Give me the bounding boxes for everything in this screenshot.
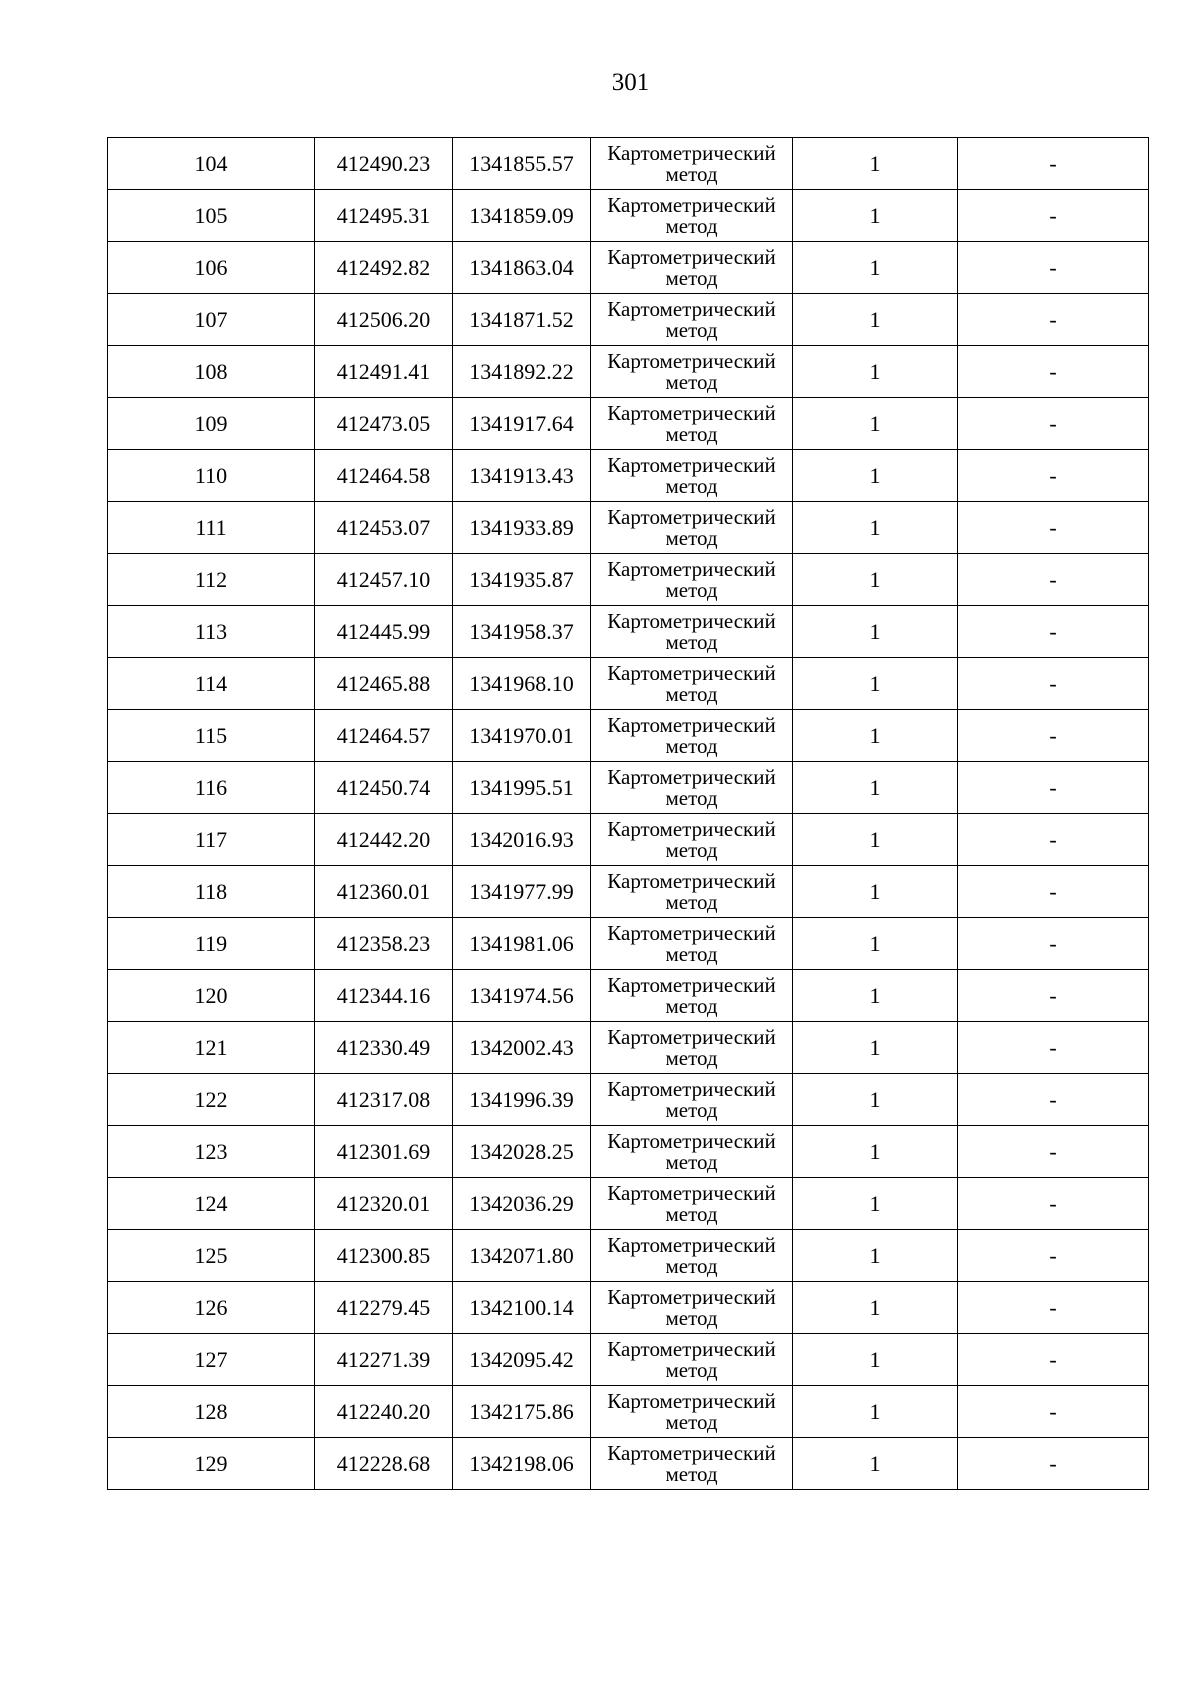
accuracy-cell: 1 — [793, 398, 958, 450]
accuracy-cell: 1 — [793, 1438, 958, 1490]
x-coordinate-cell: 412344.16 — [315, 970, 453, 1022]
method-text-line1: Картометрический — [607, 192, 776, 217]
note-cell: - — [958, 1386, 1149, 1438]
y-coordinate-cell: 1341977.99 — [453, 866, 591, 918]
accuracy-cell: 1 — [793, 1386, 958, 1438]
method-text-line2: метод — [665, 1461, 718, 1486]
x-coordinate-cell: 412320.01 — [315, 1178, 453, 1230]
point-number-cell: 121 — [108, 1022, 315, 1074]
method-cell — [591, 398, 793, 450]
x-coordinate-cell: 412317.08 — [315, 1074, 453, 1126]
method-text-line2: метод — [665, 785, 718, 810]
method-cell — [591, 138, 793, 190]
x-coordinate-cell: 412495.31 — [315, 190, 453, 242]
method-text-line1: Картометрический — [607, 1128, 776, 1153]
note-cell: - — [958, 242, 1149, 294]
y-coordinate-cell: 1341970.01 — [453, 710, 591, 762]
table-row — [108, 1074, 1149, 1126]
table-row — [108, 502, 1149, 554]
y-coordinate-cell: 1341913.43 — [453, 450, 591, 502]
x-coordinate-cell: 412442.20 — [315, 814, 453, 866]
table-row — [108, 814, 1149, 866]
x-coordinate-cell: 412473.05 — [315, 398, 453, 450]
note-cell: - — [958, 970, 1149, 1022]
method-text-line2: метод — [665, 733, 718, 758]
method-text-line2: метод — [665, 317, 718, 342]
y-coordinate-cell: 1341968.10 — [453, 658, 591, 710]
method-cell — [591, 814, 793, 866]
note-cell: - — [958, 1178, 1149, 1230]
x-coordinate-cell: 412457.10 — [315, 554, 453, 606]
y-coordinate-cell: 1341871.52 — [453, 294, 591, 346]
method-text-line2: метод — [665, 369, 718, 394]
note-cell: - — [958, 294, 1149, 346]
method-text-line2: метод — [665, 577, 718, 602]
note-cell: - — [958, 814, 1149, 866]
point-number-cell: 119 — [108, 918, 315, 970]
accuracy-cell: 1 — [793, 1126, 958, 1178]
x-coordinate-cell: 412450.74 — [315, 762, 453, 814]
point-number-cell: 128 — [108, 1386, 315, 1438]
x-coordinate-cell: 412492.82 — [315, 242, 453, 294]
table-row — [108, 138, 1149, 190]
note-cell: - — [958, 502, 1149, 554]
y-coordinate-cell: 1341855.57 — [453, 138, 591, 190]
y-coordinate-cell: 1341933.89 — [453, 502, 591, 554]
accuracy-cell: 1 — [793, 762, 958, 814]
method-cell — [591, 1126, 793, 1178]
method-text-line1: Картометрический — [607, 140, 776, 165]
method-cell — [591, 1438, 793, 1490]
accuracy-cell: 1 — [793, 1230, 958, 1282]
y-coordinate-cell: 1341974.56 — [453, 970, 591, 1022]
method-text-line2: метод — [665, 525, 718, 550]
x-coordinate-cell: 412300.85 — [315, 1230, 453, 1282]
note-cell: - — [958, 762, 1149, 814]
table-body — [108, 138, 1149, 1490]
table-row — [108, 1022, 1149, 1074]
y-coordinate-cell: 1341996.39 — [453, 1074, 591, 1126]
point-number-cell: 124 — [108, 1178, 315, 1230]
method-text-line1: Картометрический — [607, 868, 776, 893]
method-cell — [591, 1022, 793, 1074]
table-row — [108, 190, 1149, 242]
table-row — [108, 866, 1149, 918]
point-number-cell: 116 — [108, 762, 315, 814]
accuracy-cell: 1 — [793, 554, 958, 606]
method-cell — [591, 502, 793, 554]
method-text-line1: Картометрический — [607, 556, 776, 581]
accuracy-cell: 1 — [793, 294, 958, 346]
method-text-line2: метод — [665, 889, 718, 914]
method-text-line2: метод — [665, 1149, 718, 1174]
method-cell — [591, 1334, 793, 1386]
method-text-line2: метод — [665, 473, 718, 498]
table-row — [108, 294, 1149, 346]
method-text-line1: Картометрический — [607, 1024, 776, 1049]
y-coordinate-cell: 1342002.43 — [453, 1022, 591, 1074]
x-coordinate-cell: 412464.58 — [315, 450, 453, 502]
accuracy-cell: 1 — [793, 242, 958, 294]
method-text-line2: метод — [665, 1097, 718, 1122]
page-number: 301 — [611, 69, 650, 96]
x-coordinate-cell: 412279.45 — [315, 1282, 453, 1334]
point-number-cell: 110 — [108, 450, 315, 502]
method-text-line2: метод — [665, 681, 718, 706]
table-row — [108, 242, 1149, 294]
table-row — [108, 1386, 1149, 1438]
table-row — [108, 1230, 1149, 1282]
y-coordinate-cell: 1342071.80 — [453, 1230, 591, 1282]
accuracy-cell: 1 — [793, 346, 958, 398]
y-coordinate-cell: 1341981.06 — [453, 918, 591, 970]
method-text-line2: метод — [665, 1253, 718, 1278]
x-coordinate-cell: 412271.39 — [315, 1334, 453, 1386]
point-number-cell: 115 — [108, 710, 315, 762]
x-coordinate-cell: 412358.23 — [315, 918, 453, 970]
point-number-cell: 108 — [108, 346, 315, 398]
accuracy-cell: 1 — [793, 710, 958, 762]
method-cell — [591, 242, 793, 294]
method-text-line1: Картометрический — [607, 400, 776, 425]
method-text-line2: метод — [665, 1045, 718, 1070]
y-coordinate-cell: 1341995.51 — [453, 762, 591, 814]
table-row — [108, 398, 1149, 450]
accuracy-cell: 1 — [793, 1074, 958, 1126]
table-row — [108, 970, 1149, 1022]
accuracy-cell: 1 — [793, 450, 958, 502]
note-cell: - — [958, 710, 1149, 762]
point-number-cell: 113 — [108, 606, 315, 658]
point-number-cell: 129 — [108, 1438, 315, 1490]
method-text-line2: метод — [665, 1357, 718, 1382]
accuracy-cell: 1 — [793, 658, 958, 710]
coordinates-table — [107, 137, 1149, 1490]
method-text-line2: метод — [665, 265, 718, 290]
table-row — [108, 346, 1149, 398]
method-text-line1: Картометрический — [607, 1440, 776, 1465]
method-text-line2: метод — [665, 161, 718, 186]
note-cell: - — [958, 398, 1149, 450]
method-text-line1: Картометрический — [607, 452, 776, 477]
note-cell: - — [958, 1022, 1149, 1074]
method-text-line2: метод — [665, 1305, 718, 1330]
y-coordinate-cell: 1341863.04 — [453, 242, 591, 294]
method-cell — [591, 970, 793, 1022]
table-row — [108, 450, 1149, 502]
y-coordinate-cell: 1341892.22 — [453, 346, 591, 398]
table-row — [108, 1438, 1149, 1490]
method-text-line1: Картометрический — [607, 504, 776, 529]
method-text-line1: Картометрический — [607, 1284, 776, 1309]
y-coordinate-cell: 1342095.42 — [453, 1334, 591, 1386]
y-coordinate-cell: 1341859.09 — [453, 190, 591, 242]
method-cell — [591, 762, 793, 814]
point-number-cell: 112 — [108, 554, 315, 606]
note-cell: - — [958, 606, 1149, 658]
point-number-cell: 120 — [108, 970, 315, 1022]
method-cell — [591, 658, 793, 710]
y-coordinate-cell: 1342016.93 — [453, 814, 591, 866]
accuracy-cell: 1 — [793, 190, 958, 242]
method-text-line1: Картометрический — [607, 764, 776, 789]
point-number-cell: 127 — [108, 1334, 315, 1386]
point-number-cell: 114 — [108, 658, 315, 710]
x-coordinate-cell: 412464.57 — [315, 710, 453, 762]
accuracy-cell: 1 — [793, 814, 958, 866]
note-cell: - — [958, 1438, 1149, 1490]
y-coordinate-cell: 1342036.29 — [453, 1178, 591, 1230]
table-row — [108, 1282, 1149, 1334]
point-number-cell: 111 — [108, 502, 315, 554]
method-text-line1: Картометрический — [607, 1180, 776, 1205]
note-cell: - — [958, 866, 1149, 918]
point-number-cell: 109 — [108, 398, 315, 450]
y-coordinate-cell: 1341917.64 — [453, 398, 591, 450]
accuracy-cell: 1 — [793, 138, 958, 190]
method-text-line2: метод — [665, 629, 718, 654]
note-cell: - — [958, 658, 1149, 710]
point-number-cell: 107 — [108, 294, 315, 346]
table-row — [108, 762, 1149, 814]
accuracy-cell: 1 — [793, 918, 958, 970]
note-cell: - — [958, 1126, 1149, 1178]
x-coordinate-cell: 412453.07 — [315, 502, 453, 554]
x-coordinate-cell: 412360.01 — [315, 866, 453, 918]
note-cell: - — [958, 138, 1149, 190]
method-text-line1: Картометрический — [607, 816, 776, 841]
y-coordinate-cell: 1342100.14 — [453, 1282, 591, 1334]
table-row — [108, 1334, 1149, 1386]
y-coordinate-cell: 1341935.87 — [453, 554, 591, 606]
note-cell: - — [958, 1334, 1149, 1386]
method-cell — [591, 1282, 793, 1334]
method-cell — [591, 918, 793, 970]
x-coordinate-cell: 412301.69 — [315, 1126, 453, 1178]
y-coordinate-cell: 1342198.06 — [453, 1438, 591, 1490]
method-text-line1: Картометрический — [607, 712, 776, 737]
note-cell: - — [958, 346, 1149, 398]
x-coordinate-cell: 412445.99 — [315, 606, 453, 658]
point-number-cell: 122 — [108, 1074, 315, 1126]
method-text-line2: метод — [665, 837, 718, 862]
method-cell — [591, 1178, 793, 1230]
method-text-line2: метод — [665, 993, 718, 1018]
method-cell — [591, 1074, 793, 1126]
method-text-line2: метод — [665, 213, 718, 238]
method-text-line1: Картометрический — [607, 1232, 776, 1257]
note-cell: - — [958, 1230, 1149, 1282]
note-cell: - — [958, 918, 1149, 970]
method-cell — [591, 554, 793, 606]
note-cell: - — [958, 190, 1149, 242]
method-cell — [591, 450, 793, 502]
point-number-cell: 123 — [108, 1126, 315, 1178]
method-cell — [591, 606, 793, 658]
note-cell: - — [958, 1074, 1149, 1126]
table-row — [108, 554, 1149, 606]
method-text-line1: Картометрический — [607, 1336, 776, 1361]
method-cell — [591, 710, 793, 762]
note-cell: - — [958, 450, 1149, 502]
y-coordinate-cell: 1342028.25 — [453, 1126, 591, 1178]
note-cell: - — [958, 554, 1149, 606]
point-number-cell: 118 — [108, 866, 315, 918]
x-coordinate-cell: 412330.49 — [315, 1022, 453, 1074]
y-coordinate-cell: 1342175.86 — [453, 1386, 591, 1438]
y-coordinate-cell: 1341958.37 — [453, 606, 591, 658]
method-text-line2: метод — [665, 1409, 718, 1434]
point-number-cell: 104 — [108, 138, 315, 190]
point-number-cell: 117 — [108, 814, 315, 866]
method-text-line1: Картометрический — [607, 1076, 776, 1101]
table-row — [108, 918, 1149, 970]
method-cell — [591, 866, 793, 918]
point-number-cell: 105 — [108, 190, 315, 242]
table-row — [108, 710, 1149, 762]
method-cell — [591, 1386, 793, 1438]
x-coordinate-cell: 412506.20 — [315, 294, 453, 346]
note-cell: - — [958, 1282, 1149, 1334]
accuracy-cell: 1 — [793, 606, 958, 658]
accuracy-cell: 1 — [793, 866, 958, 918]
table-row — [108, 1126, 1149, 1178]
method-text-line1: Картометрический — [607, 972, 776, 997]
accuracy-cell: 1 — [793, 1022, 958, 1074]
x-coordinate-cell: 412490.23 — [315, 138, 453, 190]
accuracy-cell: 1 — [793, 1178, 958, 1230]
point-number-cell: 126 — [108, 1282, 315, 1334]
method-text-line1: Картометрический — [607, 244, 776, 269]
method-cell — [591, 190, 793, 242]
accuracy-cell: 1 — [793, 970, 958, 1022]
method-text-line1: Картометрический — [607, 660, 776, 685]
x-coordinate-cell: 412465.88 — [315, 658, 453, 710]
x-coordinate-cell: 412228.68 — [315, 1438, 453, 1490]
method-text-line1: Картометрический — [607, 296, 776, 321]
method-cell — [591, 346, 793, 398]
x-coordinate-cell: 412491.41 — [315, 346, 453, 398]
method-text-line1: Картометрический — [607, 1388, 776, 1413]
table-row — [108, 1178, 1149, 1230]
method-text-line2: метод — [665, 421, 718, 446]
table-row — [108, 606, 1149, 658]
accuracy-cell: 1 — [793, 1334, 958, 1386]
method-text-line1: Картометрический — [607, 608, 776, 633]
point-number-cell: 125 — [108, 1230, 315, 1282]
point-number-cell: 106 — [108, 242, 315, 294]
method-cell — [591, 294, 793, 346]
method-text-line1: Картометрический — [607, 920, 776, 945]
x-coordinate-cell: 412240.20 — [315, 1386, 453, 1438]
table-row — [108, 658, 1149, 710]
accuracy-cell: 1 — [793, 502, 958, 554]
method-text-line2: метод — [665, 1201, 718, 1226]
method-text-line1: Картометрический — [607, 348, 776, 373]
method-cell — [591, 1230, 793, 1282]
method-text-line2: метод — [665, 941, 718, 966]
accuracy-cell: 1 — [793, 1282, 958, 1334]
